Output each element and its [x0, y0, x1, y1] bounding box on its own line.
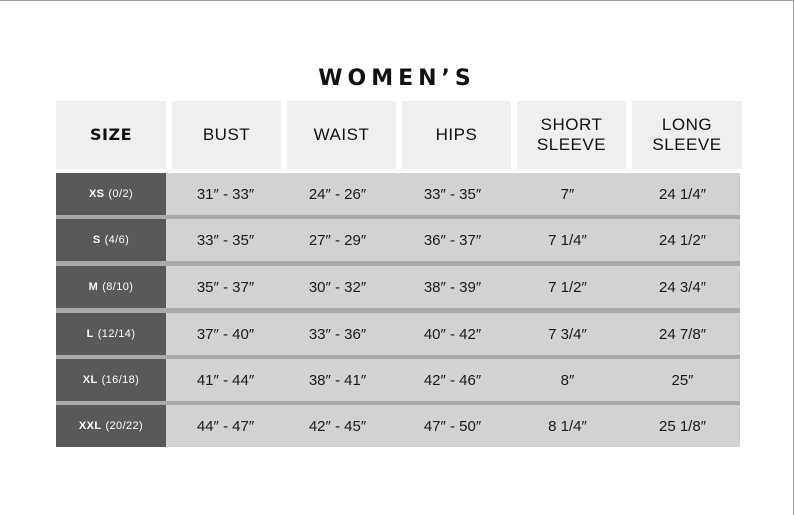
- long-sleeve-value: 24 1/4″: [658, 185, 706, 203]
- table-row: [56, 359, 740, 401]
- waist-value: 42″ - 45″: [308, 417, 367, 435]
- row-values: [171, 219, 740, 261]
- size-code: M: [88, 281, 99, 293]
- hips-value: 38″ - 39″: [423, 278, 482, 296]
- long-sleeve-value: 24 7/8″: [658, 325, 706, 343]
- row-values: [171, 173, 740, 215]
- size-code: XL: [82, 374, 98, 386]
- bust-value: 37″ - 40″: [196, 325, 255, 343]
- row-values: [171, 266, 740, 308]
- long-sleeve-value: 24 3/4″: [658, 278, 706, 296]
- size-code: XS: [88, 188, 105, 200]
- hips-value: 42″ - 46″: [423, 371, 482, 389]
- short-sleeve-value: 7 1/4″: [548, 231, 587, 249]
- hips-value: 36″ - 37″: [423, 231, 482, 249]
- waist-value: 38″ - 41″: [308, 371, 367, 389]
- bust-value: 33″ - 35″: [196, 231, 255, 249]
- short-sleeve-value: 8″: [560, 371, 575, 389]
- size-number: (20/22): [105, 420, 144, 432]
- header-bust: BUST: [172, 101, 281, 169]
- table-row: [56, 266, 740, 308]
- bust-value: 44″ - 47″: [196, 417, 255, 435]
- table-body: [56, 173, 740, 447]
- header-long-sleeve: LONG SLEEVE: [632, 101, 742, 169]
- size-cell: [56, 359, 166, 401]
- row-values: [171, 313, 740, 355]
- waist-value: 27″ - 29″: [308, 231, 367, 249]
- long-sleeve-value: 25″: [671, 371, 694, 389]
- hips-value: 40″ - 42″: [423, 325, 482, 343]
- hips-value: 33″ - 35″: [423, 185, 482, 203]
- size-cell: [56, 405, 166, 447]
- short-sleeve-value: 8 1/4″: [548, 417, 587, 435]
- bust-value: 35″ - 37″: [196, 278, 255, 296]
- header-short-sleeve: SHORT SLEEVE: [517, 101, 626, 169]
- table-row: [56, 405, 740, 447]
- size-cell: [56, 266, 166, 308]
- long-sleeve-value: 25 1/8″: [658, 417, 706, 435]
- short-sleeve-value: 7 1/2″: [548, 278, 587, 296]
- waist-value: 30″ - 32″: [308, 278, 367, 296]
- row-values: [171, 359, 740, 401]
- table-header: [56, 101, 742, 169]
- size-code: L: [86, 328, 94, 340]
- size-number: (4/6): [104, 234, 130, 246]
- size-cell: [56, 313, 166, 355]
- waist-value: 24″ - 26″: [308, 185, 367, 203]
- table-row: [56, 219, 740, 261]
- table-row: [56, 313, 740, 355]
- chart-title: WOMEN’S: [318, 66, 476, 91]
- size-number: (16/18): [101, 374, 140, 386]
- bust-value: 31″ - 33″: [196, 185, 255, 203]
- size-number: (12/14): [97, 328, 136, 340]
- short-sleeve-value: 7 3/4″: [548, 325, 587, 343]
- size-code: S: [92, 234, 101, 246]
- header-hips: HIPS: [402, 101, 511, 169]
- size-number: (0/2): [108, 188, 134, 200]
- header-waist: WAIST: [287, 101, 396, 169]
- short-sleeve-value: 7″: [560, 185, 575, 203]
- hips-value: 47″ - 50″: [423, 417, 482, 435]
- size-cell: [56, 219, 166, 261]
- long-sleeve-value: 24 1/2″: [658, 231, 706, 249]
- bust-value: 41″ - 44″: [196, 371, 255, 389]
- table-row: [56, 173, 740, 215]
- size-number: (8/10): [102, 281, 134, 293]
- row-values: [171, 405, 740, 447]
- waist-value: 33″ - 36″: [308, 325, 367, 343]
- size-code: XXL: [78, 420, 102, 432]
- header-size: SIZE: [56, 101, 166, 169]
- size-cell: [56, 173, 166, 215]
